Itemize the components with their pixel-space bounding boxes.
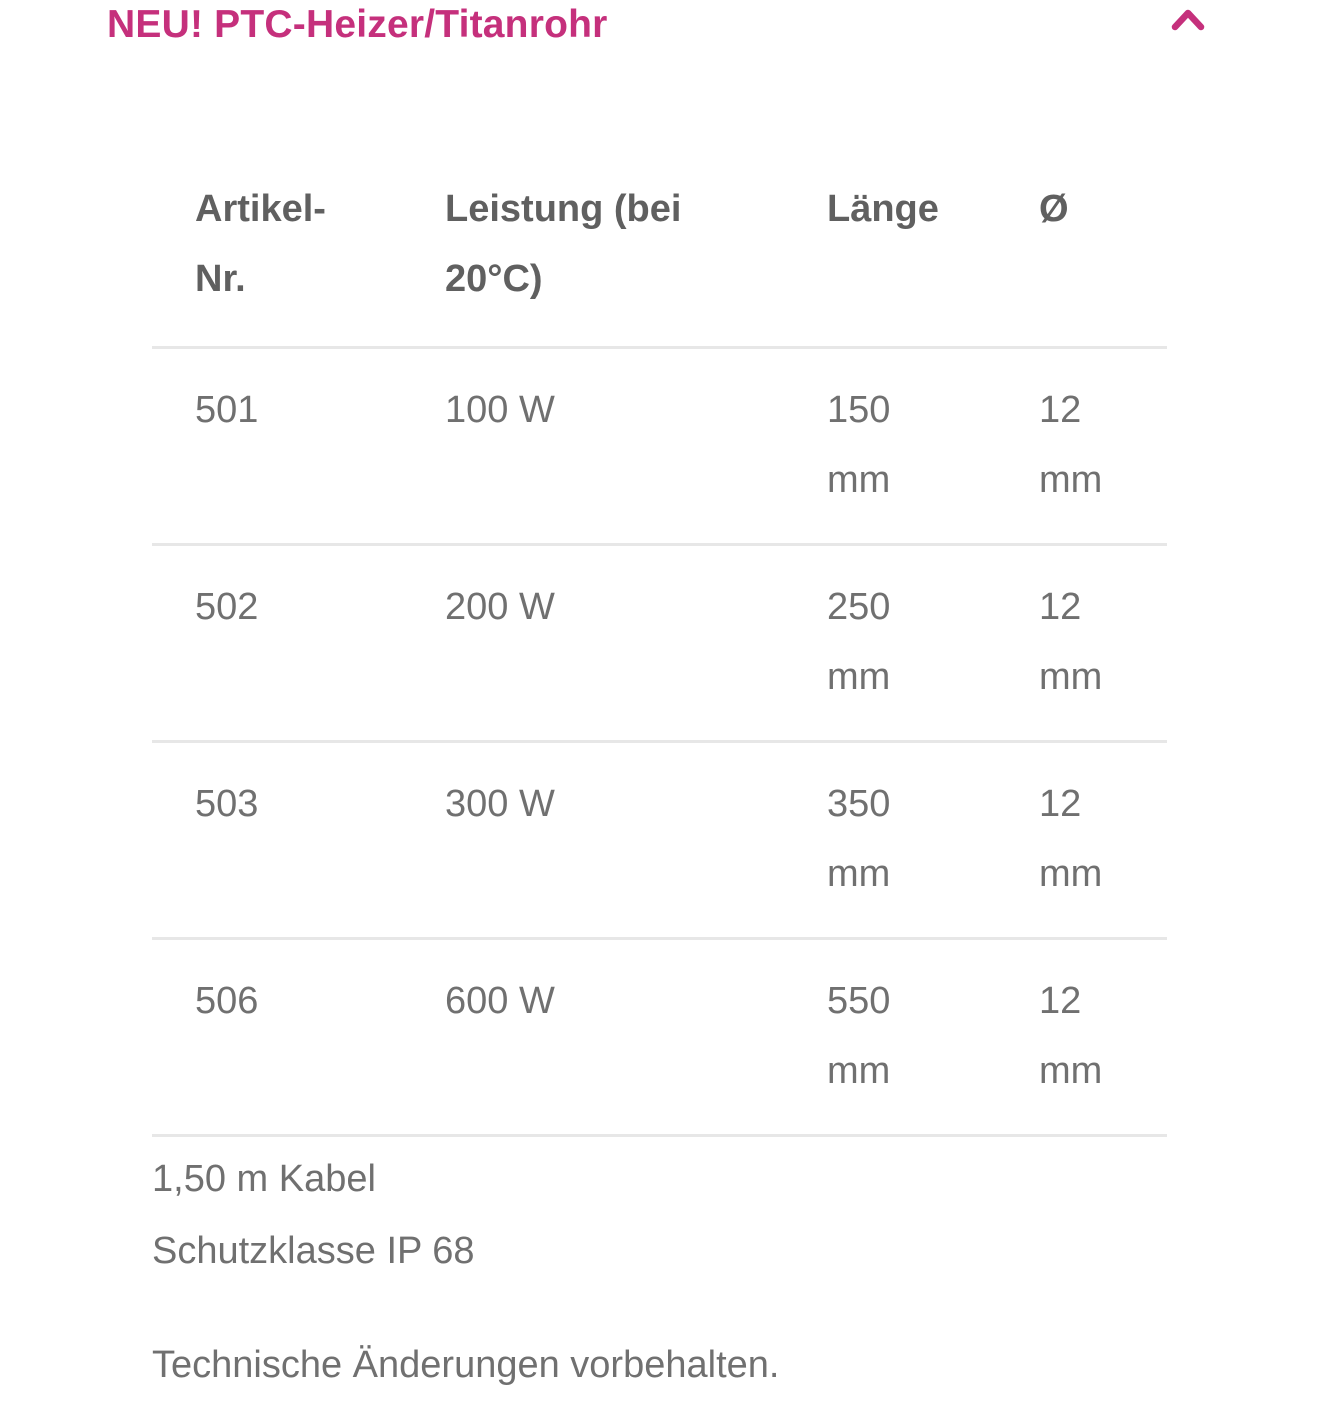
table-header [152, 158, 1167, 348]
product-notes [152, 1143, 1167, 1401]
table-row [152, 545, 1167, 742]
cell-artikel-nr: 502 [152, 545, 402, 742]
cell-artikel-nr: 503 [152, 742, 402, 939]
disclaimer-text: Technische Änderungen vorbehalten. [152, 1344, 780, 1386]
cell-laenge: 250 mm [784, 545, 996, 742]
note-kabel: 1,50 m Kabel [152, 1158, 376, 1200]
col-header-laenge: Länge [784, 158, 996, 348]
col-header-durchmesser: Ø [996, 158, 1167, 348]
chevron-up-icon[interactable] [1171, 8, 1205, 32]
cell-laenge: 350 mm [784, 742, 996, 939]
cell-leistung: 100 W [402, 348, 784, 545]
cell-laenge: 150 mm [784, 348, 996, 545]
table-row [152, 742, 1167, 939]
cell-artikel-nr: 501 [152, 348, 402, 545]
table-body [152, 348, 1167, 1136]
cell-durchmesser: 12 mm [996, 742, 1167, 939]
note-schutzklasse: Schutzklasse IP 68 [152, 1230, 475, 1272]
cell-leistung: 200 W [402, 545, 784, 742]
section-title: NEU! PTC-Heizer/Titanrohr [107, 3, 608, 46]
accordion-header[interactable] [0, 0, 1319, 48]
col-header-leistung: Leistung (bei 20°C) [402, 158, 784, 348]
cell-leistung: 300 W [402, 742, 784, 939]
section-content [0, 158, 1319, 1401]
table-row [152, 939, 1167, 1136]
cell-artikel-nr: 506 [152, 939, 402, 1136]
cell-laenge: 550 mm [784, 939, 996, 1136]
table-row [152, 348, 1167, 545]
col-header-artikel-nr: Artikel- Nr. [152, 158, 402, 348]
cell-durchmesser: 12 mm [996, 348, 1167, 545]
table-header-row [152, 158, 1167, 348]
cell-durchmesser: 12 mm [996, 939, 1167, 1136]
cell-leistung: 600 W [402, 939, 784, 1136]
product-spec-table [152, 158, 1167, 1137]
cell-durchmesser: 12 mm [996, 545, 1167, 742]
